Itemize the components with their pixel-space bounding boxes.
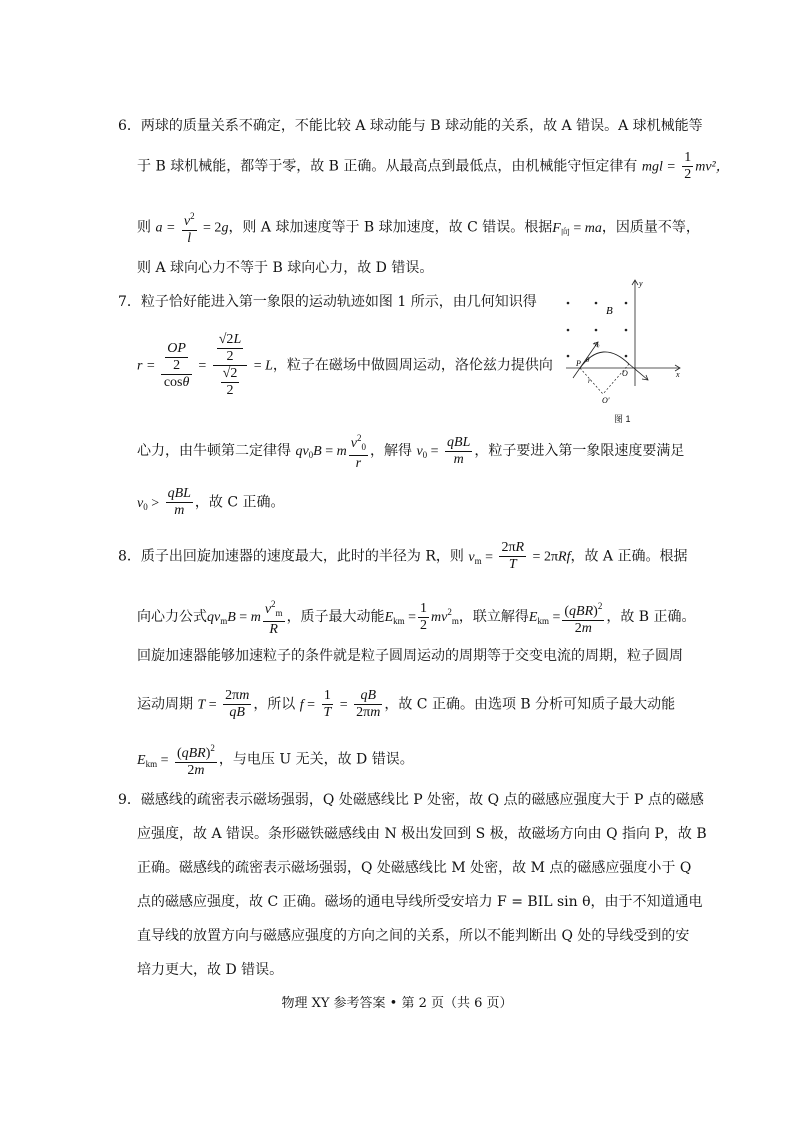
- svg-text:O': O': [602, 396, 610, 405]
- q7-radius-fraction-1: $\frac{\frac{OP}{2}}{\cos\theta}$: [161, 341, 192, 391]
- q8-freq-fraction-1: $\frac{1}{T}$: [323, 688, 332, 720]
- svg-text:θ: θ: [586, 356, 590, 364]
- q8-line-3: 回旋加速器能够加速粒子的条件就是粒子圆周运动的周期等于交变电流的周期，粒子圆周: [137, 648, 683, 664]
- q6-line-3: 则 a = $\frac{v^2}{l}$ = 2g，则 A 球加速度等于 B 球加速度，故 C 错误。根据$F_向$ = ma，因质量不等，: [137, 208, 700, 247]
- svg-text:r: r: [588, 377, 591, 385]
- q9-line-5: 直导线的放置方向与磁感应强度的方向之间的关系，所以不能判断出 Q 处的导线受到的安: [137, 928, 690, 944]
- q8-freq-fraction-2: $\frac{qB}{2\pi m}$: [356, 688, 381, 720]
- svg-text:x: x: [676, 370, 680, 379]
- q6-accel-fraction: $\frac{v^2}{l}$: [182, 208, 197, 247]
- q8-line-2-text-a: 向心力公式: [137, 609, 207, 625]
- q6-energy-tail: mv²，: [695, 159, 730, 175]
- q8-period-fraction: $\frac{2\pi m}{qB}$: [225, 688, 250, 720]
- q7-line-3-text-b: ，解得: [369, 443, 412, 459]
- q7-radius-fraction-2: $\frac{\frac{√2L}{2}}{\frac{√2}{2}}$: [213, 332, 247, 399]
- svg-text:v₀: v₀: [594, 340, 600, 348]
- q8-line-1-text-b: ，故 A 正确。根据: [570, 548, 688, 565]
- q8-line-1-text-a: 8．质子出回旋加速器的速度最大，此时的半径为 R，则: [118, 548, 464, 565]
- q7-line-3: 心力，由牛顿第二定律得 $qv_0B = m$ $\frac{v^2_0}{r}$ ，解得 $v_0$ = $\frac{\text{qBL}}{m}$ ，粒子要进入第一象限速度要满足: [137, 430, 684, 472]
- q8-centripetal-fraction: $\frac{v^2_m}{R}$: [263, 596, 285, 638]
- q8-line-2-text-b: ，质子最大动能: [286, 609, 385, 625]
- q8-line-2-text-c: ，联立解得: [458, 609, 529, 625]
- page-footer: 物理 XY 参考答案 • 第 2 页（共 6 页）: [281, 996, 513, 1011]
- q7-line-2-text: ，粒子在磁场中做圆周运动，洛伦兹力提供向: [272, 357, 553, 374]
- figure-1-svg: [556, 276, 686, 426]
- q7-line-2: r = $\frac{\frac{OP}{2}}{\cos\theta}$ = $\frac{\frac{√2L}{2}}{\frac{√2}{2}}$ = L，粒子在磁场中做圆周运动，洛伦兹力提供向: [137, 332, 553, 398]
- svg-text:P: P: [576, 359, 581, 368]
- q9-line-3: 正确。磁感线的疏密表示磁场强弱，Q 处磁感线比 M 处密，故 M 点的磁感应强度小于 Q: [137, 860, 692, 876]
- figure-1-caption: 图 1: [614, 414, 631, 424]
- q7-line-1: 7．粒子恰好能进入第一象限的运动轨迹如图 1 所示，由几何知识得: [118, 294, 537, 310]
- q6-line-2: [137, 150, 730, 183]
- q7-line-3-text-c: ，粒子要进入第一象限速度要满足: [474, 443, 685, 459]
- q7-condition-fraction: $\frac{\text{qBL}}{m}$: [167, 486, 191, 518]
- q7-lorentz-fraction: $\frac{v^2_0}{r}$: [349, 430, 368, 472]
- q9-line-6: 培力更大，故 D 错误。: [137, 962, 284, 978]
- q8-line-4-text-c: ，故 C 正确。由选项 B 分析可知质子最大动能: [384, 696, 676, 713]
- q6-line-2-text: 于 B 球机械能，都等于零，故 B 正确。从最高点到最低点，由机械能守恒定律有: [137, 158, 638, 175]
- q9-line-1: 9．磁感线的疏密表示磁场强弱，Q 处磁感线比 P 处密，故 Q 点的磁感应强度大于 P 点的磁感: [118, 792, 704, 808]
- q6-line-3-text-a: 则: [137, 219, 151, 236]
- q8-velocity-fraction: $\frac{2\pi R}{T}$: [501, 540, 525, 572]
- q8-ekm-fraction-2: $\frac{(qBR)^2}{2m}$: [175, 740, 217, 779]
- q6-line-4: 则 A 球向心力不等于 B 球向心力，故 D 错误。: [137, 260, 434, 276]
- q8-line-2-text-d: ，故 B 正确。: [606, 609, 696, 625]
- svg-text:O: O: [622, 369, 628, 378]
- q6-line-1: 6．两球的质量关系不确定，不能比较 A 球动能与 B 球动能的关系，故 A 错误。A 球机械能等: [118, 118, 703, 134]
- q6-half-fraction: $\frac{1}{2}$: [684, 150, 692, 182]
- figure-1-trajectory-diagram: [556, 276, 686, 426]
- q8-line-5-text: ，与电压 U 无关，故 D 错误。: [218, 751, 414, 768]
- svg-text:B: B: [606, 305, 613, 317]
- q7-line-3-text-a: 心力，由牛顿第二定律得: [137, 443, 291, 459]
- q8-line-1: 8．质子出回旋加速器的速度最大，此时的半径为 R，则 $v_m$ = $\frac{2\pi R}{T}$ = 2πRf，故 A 正确。根据: [118, 540, 688, 572]
- q7-line-4-text: ，故 C 正确。: [194, 494, 285, 511]
- q8-line-5: $E_{km}$ = $\frac{(qBR)^2}{2m}$ ，与电压 U 无关，故 D 错误。: [137, 740, 414, 779]
- q6-line-3-text-b: ，则 A 球加速度等于 B 球加速度，故 C 错误。根据: [228, 219, 553, 236]
- q8-ke-fraction: $\frac{1}{2}$: [420, 600, 428, 633]
- q9-line-2: 应强度，故 A 错误。条形磁铁磁感线由 N 极出发回到 S 极，故磁场方向由 Q 指向 P，故 B: [137, 826, 707, 842]
- q9-line-4: 点的磁感应强度，故 C 正确。磁场的通电导线所受安培力 F = BIL sin θ，由于不知道通电: [137, 894, 703, 910]
- q8-line-4: 运动周期 T = $\frac{2\pi m}{qB}$ ，所以 f = $\frac{1}{T}$ = $\frac{qB}{2\pi m}$ ，故 C 正确。由选项 B 分析可知质子最大动能: [137, 688, 676, 720]
- q8-line-4-text-a: 运动周期: [137, 696, 193, 713]
- q8-ekm-fraction: $\frac{(qBR)^2}{2m}$: [562, 598, 604, 637]
- q6-energy-eq: mgl =: [641, 159, 676, 175]
- q8-line-2: 向心力公式$qv_mB = m$ $\frac{v^2_m}{R}$ ，质子最大动能$E_{km}$ = $\frac{1}{2}$ $mv^2_m$，联立解得$E_{km}$ = $\frac{(qBR)^2}{2m}$ ，故 B 正确。: [137, 596, 696, 638]
- q8-line-4-text-b: ，所以: [253, 696, 296, 713]
- q7-line-4: $v_0$ > $\frac{\text{qBL}}{m}$ ，故 C 正确。: [137, 486, 285, 518]
- q6-line-3-text-c: ，因质量不等，: [601, 219, 700, 236]
- svg-text:y: y: [639, 279, 643, 288]
- q7-v0-fraction: $\frac{\text{qBL}}{m}$: [447, 434, 471, 467]
